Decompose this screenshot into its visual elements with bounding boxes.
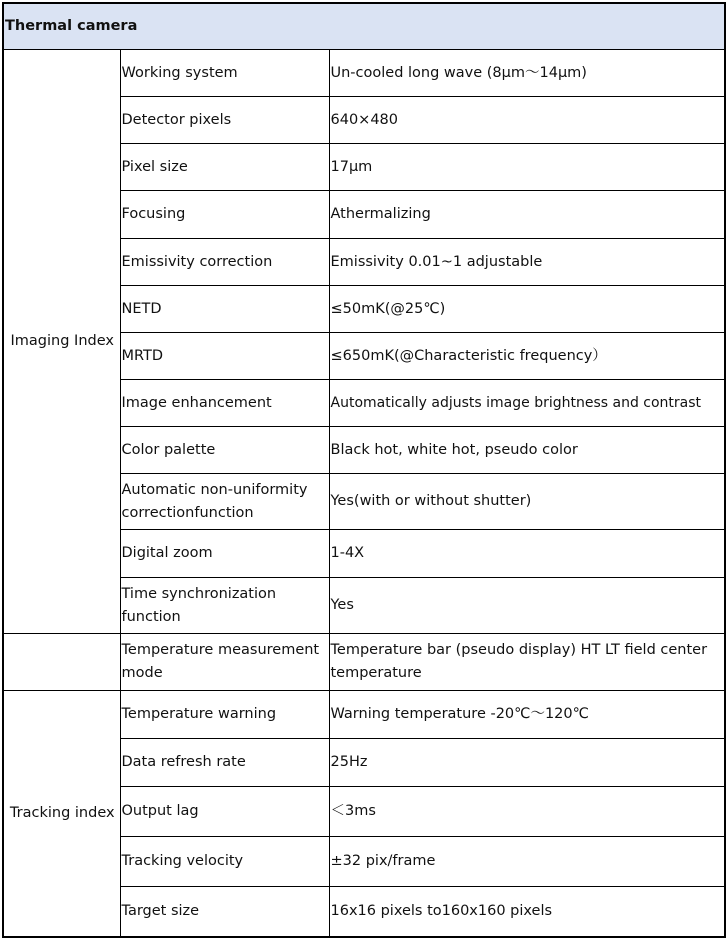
group-imaging-index: Imaging Index	[3, 50, 120, 634]
value-cell: 16x16 pixels to160x160 pixels	[329, 887, 725, 937]
param-cell: Temperature warning	[120, 691, 329, 739]
value-cell: Athermalizing	[329, 191, 725, 239]
param-cell: MRTD	[120, 333, 329, 380]
value-cell: Warning temperature -20℃～120℃	[329, 691, 725, 739]
param-cell: NETD	[120, 286, 329, 333]
value-cell: Yes(with or without shutter)	[329, 474, 725, 530]
param-cell: Data refresh rate	[120, 739, 329, 787]
table-header-row	[3, 3, 725, 50]
value-cell: Emissivity 0.01~1 adjustable	[329, 239, 725, 286]
value-cell: Un-cooled long wave (8μm～14μm)	[329, 50, 725, 97]
param-cell: Temperature measurement mode	[120, 634, 329, 691]
value-cell: ≤650mK(@Characteristic frequency）	[329, 333, 725, 380]
param-cell: Focusing	[120, 191, 329, 239]
group-empty-cell	[3, 634, 120, 691]
table-row	[3, 50, 725, 97]
param-cell: Working system	[120, 50, 329, 97]
table-header: Thermal camera	[3, 3, 725, 50]
param-cell: Target size	[120, 887, 329, 937]
value-cell: 1-4X	[329, 530, 725, 578]
param-cell: Tracking velocity	[120, 837, 329, 887]
value-cell: Temperature bar (pseudo display) HT LT field center temperature	[329, 634, 725, 691]
param-cell: Pixel size	[120, 144, 329, 191]
value-cell: 25Hz	[329, 739, 725, 787]
param-cell: Image enhancement	[120, 380, 329, 427]
value-cell: ≤50mK(@25℃)	[329, 286, 725, 333]
value-cell: ＜3ms	[329, 787, 725, 837]
spec-table	[2, 2, 726, 938]
param-cell: Digital zoom	[120, 530, 329, 578]
value-cell: Automatically adjusts image brightness and contrast	[329, 380, 725, 427]
param-cell: Output lag	[120, 787, 329, 837]
param-cell: Time synchronization function	[120, 578, 329, 634]
table-row	[3, 634, 725, 691]
param-cell: Detector pixels	[120, 97, 329, 144]
table-row	[3, 691, 725, 739]
group-tracking-index: Tracking index	[3, 691, 120, 937]
param-cell: Emissivity correction	[120, 239, 329, 286]
value-cell: 17μm	[329, 144, 725, 191]
param-cell: Color palette	[120, 427, 329, 474]
param-cell: Automatic non-uniformity correctionfunction	[120, 474, 329, 530]
value-cell: Yes	[329, 578, 725, 634]
value-cell: Black hot, white hot, pseudo color	[329, 427, 725, 474]
value-cell: ±32 pix/frame	[329, 837, 725, 887]
value-cell: 640×480	[329, 97, 725, 144]
